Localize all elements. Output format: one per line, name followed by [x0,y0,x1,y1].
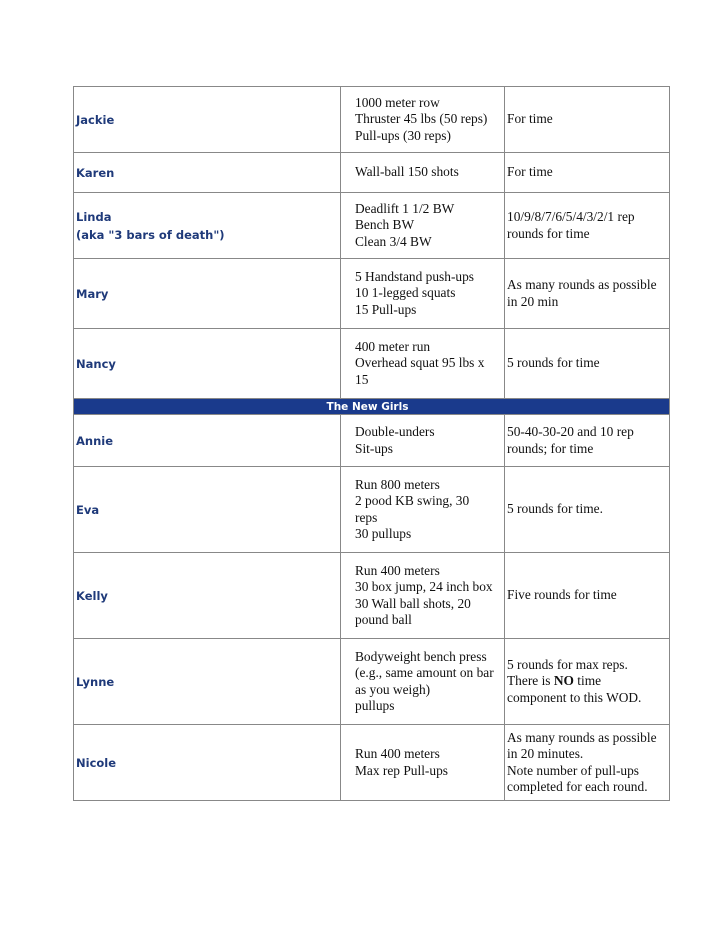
workout-movements: Wall-ball 150 shots [341,153,505,193]
workout-scheme: For time [505,153,670,193]
workout-scheme: As many rounds as possible in 20 minutes. Note number of pull-ups completed for each round. [505,725,670,801]
workout-scheme: Five rounds for time [505,553,670,639]
workout-row [74,415,670,467]
workout-name: Eva [74,467,341,553]
workout-name: Annie [74,415,341,467]
girls-section [74,87,670,399]
workout-row [74,87,670,153]
workout-row [74,725,670,801]
workout-scheme: For time [505,87,670,153]
workout-name: Kelly [74,553,341,639]
workout-movements: Run 400 meters 30 box jump, 24 inch box 30 Wall ball shots, 20 pound ball [341,553,505,639]
workout-scheme: 10/9/8/7/6/5/4/3/2/1 rep rounds for time [505,193,670,259]
section-title: The New Girls [74,399,670,415]
workout-movements: Run 400 meters Max rep Pull-ups [341,725,505,801]
workout-name: Jackie [74,87,341,153]
workout-movements: Double-unders Sit-ups [341,415,505,467]
workout-scheme: 5 rounds for max reps. There is NO time component to this WOD. [505,639,670,725]
workout-name: Mary [74,259,341,329]
workout-movements: 5 Handstand push-ups 10 1-legged squats 15 Pull-ups [341,259,505,329]
workout-scheme: 5 rounds for time. [505,467,670,553]
workout-name: Karen [74,153,341,193]
new-girls-section [74,415,670,801]
workout-row [74,153,670,193]
workout-name: Lynne [74,639,341,725]
workout-row [74,259,670,329]
workout-table [73,86,670,801]
workout-name: Linda (aka "3 bars of death") [74,193,341,259]
workout-scheme: As many rounds as possible in 20 min [505,259,670,329]
workout-movements: 400 meter run Overhead squat 95 lbs x 15 [341,329,505,399]
workout-row [74,193,670,259]
workout-movements: Bodyweight bench press (e.g., same amount on bar as you weigh) pullups [341,639,505,725]
workout-row [74,553,670,639]
workout-row [74,329,670,399]
workout-movements: Run 800 meters 2 pood KB swing, 30 reps 30 pullups [341,467,505,553]
workout-name: Nancy [74,329,341,399]
workout-scheme: 5 rounds for time [505,329,670,399]
workout-scheme: 50-40-30-20 and 10 rep rounds; for time [505,415,670,467]
workout-movements: Deadlift 1 1/2 BW Bench BW Clean 3/4 BW [341,193,505,259]
workout-row [74,467,670,553]
workout-movements: 1000 meter row Thruster 45 lbs (50 reps) Pull-ups (30 reps) [341,87,505,153]
workout-name: Nicole [74,725,341,801]
section-header [74,399,670,415]
workout-row [74,639,670,725]
